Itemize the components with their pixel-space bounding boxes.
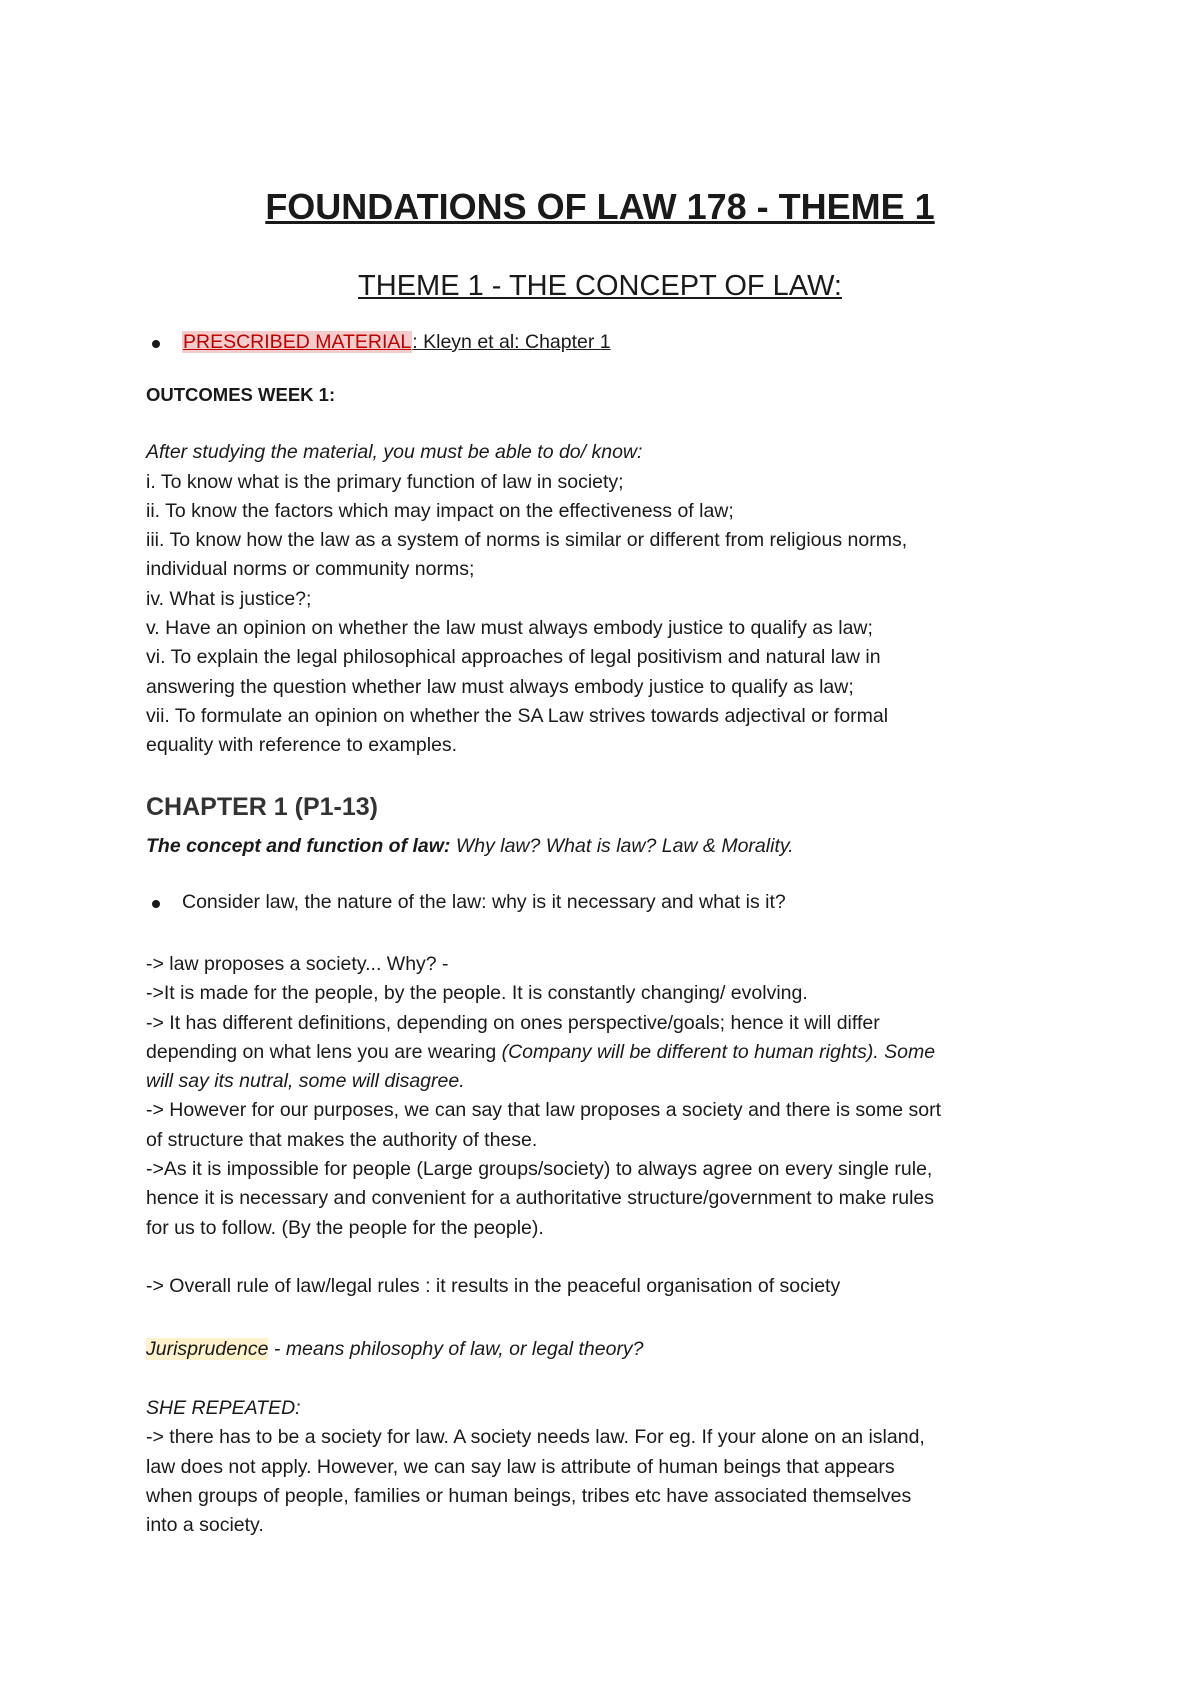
outcome-line: iii. To know how the law as a system of norms is similar or different from religious norms, (146, 529, 908, 552)
repeated-line: -> there has to be a society for law. A society needs law. For eg. If your alone on an island, (146, 1426, 925, 1449)
note-line: ->As it is impossible for people (Large groups/society) to always agree on every single rule, (146, 1158, 933, 1181)
outcomes-section (146, 380, 1076, 761)
note-line: hence it is necessary and convenient for a authoritative structure/government to make rules (146, 1187, 934, 1210)
note-line: will say its nutral, some will disagree. (146, 1070, 465, 1093)
jurisprudence-text: - means philosophy of law, or legal theory? (268, 1338, 644, 1360)
note-line: -> law proposes a society... Why? - (146, 953, 449, 975)
note-line: -> However for our purposes, we can say that law proposes a society and there is some sort (146, 1099, 942, 1122)
outcomes-intro: After studying the material, you must be able to do/ know: (146, 441, 643, 464)
chapter-subheading-rest: Why law? What is law? Law & Morality. (450, 835, 794, 857)
note-line: -> Overall rule of law/legal rules : it results in the peaceful organisation of society (146, 1274, 841, 1297)
repeated-heading: SHE REPEATED: (146, 1397, 301, 1419)
outcome-line: answering the question whether law must always embody justice to qualify as law; (146, 675, 854, 698)
chapter-heading: CHAPTER 1 (P1-13) (146, 793, 378, 821)
chapter-bullet-text: Consider law, the nature of the law: why is it necessary and what is it? (182, 891, 786, 913)
repeated-line: when groups of people, families or human beings, tribes etc have associated themselves (146, 1484, 912, 1507)
prescribed-label: PRESCRIBED MATERIAL (183, 331, 412, 353)
prescribed-material-item (182, 331, 611, 354)
outcome-line: individual norms or community norms; (146, 558, 475, 581)
outcome-line: vii. To formulate an opinion on whether the SA Law strives towards adjectival or formal (146, 704, 889, 727)
jurisprudence-term: Jurisprudence (146, 1338, 269, 1360)
bullet-icon (152, 340, 160, 348)
outcome-line: ii. To know the factors which may impact on the effectiveness of law; (146, 499, 734, 522)
prescribed-source: : Kleyn et al: Chapter 1 (412, 331, 611, 353)
note-line: -> It has different definitions, depending on ones perspective/goals; hence it will differ (146, 1011, 880, 1034)
note-line: ->It is made for the people, by the people. It is constantly changing/ evolving. (146, 982, 808, 1005)
outcome-line: iv. What is justice?; (146, 587, 312, 610)
chapter-subheading (146, 832, 1076, 861)
note-line: of structure that makes the authority of these. (146, 1128, 538, 1151)
outcome-line: i. To know what is the primary function of law in society; (146, 470, 624, 493)
bullet-icon (152, 900, 160, 908)
outcome-line: v. Have an opinion on whether the law must always embody justice to qualify as law; (146, 617, 873, 640)
repeated-section (146, 1394, 1076, 1540)
repeated-line: law does not apply. However, we can say law is attribute of human beings that appears (146, 1455, 895, 1478)
note-line-italic: (Company will be different to human rights). Some (501, 1040, 936, 1063)
notes-section (146, 950, 1076, 1301)
note-line: depending on what lens you are wearing (146, 1040, 502, 1063)
document-title: FOUNDATIONS OF LAW 178 - THEME 1 (265, 186, 935, 227)
note-line: for us to follow. (By the people for the people). (146, 1216, 544, 1239)
outcome-line: equality with reference to examples. (146, 734, 458, 757)
outcome-line: vi. To explain the legal philosophical approaches of legal positivism and natural law in (146, 646, 881, 669)
chapter-subheading-bold: The concept and function of law: (146, 835, 451, 857)
theme-subtitle: THEME 1 - THE CONCEPT OF LAW: (358, 270, 842, 302)
chapter-bullet-item (182, 891, 786, 914)
jurisprudence-definition (146, 1335, 1076, 1364)
repeated-line: into a society. (146, 1514, 264, 1537)
outcomes-heading: OUTCOMES WEEK 1: (146, 384, 336, 405)
